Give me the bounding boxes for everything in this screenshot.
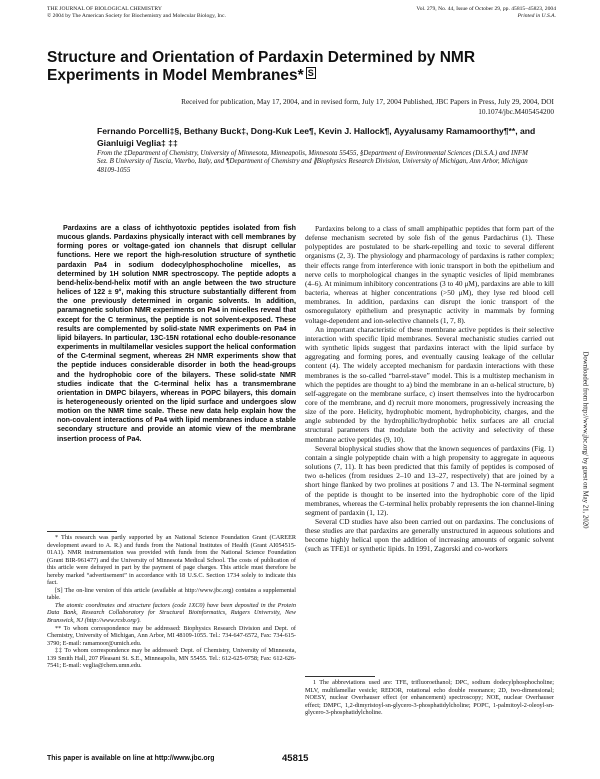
abstract xyxy=(47,224,296,444)
volume-line: Vol. 279, No. 44, Issue of October 29, pp. 45815–45823, 2004 xyxy=(416,6,556,12)
download-watermark-text: Downloaded from http://www.jbc.org/ by guest on May 21, 2020 xyxy=(581,351,589,529)
footnote-pdb: The atomic coordinates and structure factors (code 1XC0) have been deposited in the Protein Data Bank, Research Collaboratory for Structural Bioinformatics, Rutgers University, New Brunswick, NJ (http://www.rcsb.org/). xyxy=(47,601,296,625)
intro-paragraph-2: An important characteristic of these membrane active peptides is their selective interaction with specific lipid membranes. Several mechanistic studies carried out with synthetic lipids suggest that pardaxins interact with the lipid surface by aggregating and forming pores, and eventually causing leakage of the cellular content (4). The widely accepted mechanism for pardaxin interactions with these membranes is the so-called “barrel-stave” model. This is a multistep mechanism in which the peptides are thought to a) bind the membrane in an α-helical structure, b) self-aggregate on the membrane surface, c) insert themselves into the hydrocarbon core of the membrane, and d) recruit more monomers, progressively increasing the size of the pore. Helicity, hydrophobic moment, hydrophobicity, charges, and the angle subtended by the hydrophilic/hydrophobic helix surfaces are all crucial structural parameters that modulate both the activity and selectivity of these membrane active peptides (9, 10). xyxy=(305,324,554,444)
article-title xyxy=(47,49,517,85)
journal-name: THE JOURNAL OF BIOLOGICAL CHEMISTRY xyxy=(47,6,162,12)
abstract-text: Pardaxins are a class of ichthyotoxic peptides isolated from fish mucous glands. Pardaxins physically interact with cell membranes by forming pores or voltage-gated ion channels that disrupt cellular functions. Here we report the high-resolution structure of synthetic pardaxin Pa4 in sodium dodecylphosphocholine micelles, as determined by 1H solution NMR spectroscopy. The peptide adopts a bend-helix-bend-helix motif with an angle between the two structure helices of 122 ± 9°, making this structure substantially different from the one previously determined in organic solvents. In addition, paramagnetic solution NMR experiments on Pa4 in micelles reveal that except for the C terminus, the peptide is not solvent-exposed. These results are complemented by solid-state NMR experiments on Pa4 in lipid bilayers. In particular, 13C-15N rotational echo double-resonance experiments in multilamellar vesicles support the helical conformation of the C-terminal segment, whereas 2H NMR experiments show that the peptide induces considerable disorder in both the head-groups and the hydrophobic core of the bilayers. These solid-state NMR studies indicate that the C-terminal helix has a transmembrane orientation in DMPC bilayers, whereas in POPC bilayers, this domain is heterogeneously oriented on the lipid surface and undergoes slow motion on the NMR time scale. These new data help explain how the non-covalent interactions of Pa4 with lipid membranes induce a stable secondary structure and provide an atomic view of the membrane insertion process of Pa4. xyxy=(57,224,296,443)
footnote-abbreviations: 1 The abbreviations used are: TFE, trifluoroethanol; DPC, sodium dodecylphosphocholine; MLV, multilamellar vesicle; REDOR, rotational echo double resonance; 2D, two-dimensional; NOESY, nuclear Overhauser effect (or enhancement) spectroscopy; NOE, nuclear Overhauser effect; DMPC, 1,2-dimyristoyl-sn-glycero-3-phosphatidylcholine; POPC, 1-palmitoyl-2-oleoyl-sn-glycero-3-phosphatidylcholine. xyxy=(305,679,554,717)
affiliations: From the ‡Department of Chemistry, University of Minnesota, Minneapolis, Minnesota 55455, §Department of Environmental Sciences (Di.S.A.) and INFM Sez. B University of Tuscia, Viterbo, Italy, and ¶Department of Chemistry and ∥Biophysics Research Division, University of Michigan, Ann Arbor, Michigan 48109-1055 xyxy=(97,150,528,174)
footnote-divider-right xyxy=(305,676,375,677)
author-list: Fernando Porcelli‡§, Bethany Buck‡, Dong-Kuk Lee¶, Kevin J. Hallock¶, Ayyalusamy Ramamoorthy¶**, and Gianluigi Veglia‡ ‡‡ xyxy=(97,126,536,148)
supplemental-icon: S xyxy=(307,68,314,78)
left-column xyxy=(47,224,296,444)
copyright-line: © 2004 by The American Society for Biochemistry and Molecular Biology, Inc. xyxy=(47,13,226,19)
footnote-corresp-2: ‡‡ To whom correspondence may be addressed: Dept. of Chemistry, University of Minnesota, 139 Smith Hall, 207 Pleasant St. S.E., Minneapolis, MN 55455. Tel.: 612-625-0758; Fax: 612-626-7541; E-mail: veglia@chem.umn.edu. xyxy=(47,647,296,670)
intro-paragraph-1: Pardaxins belong to a class of small amphipathic peptides that form part of the defense mechanism secreted by sole fish of the genus Pardachirus (1). These polypeptides are postulated to be shark-repelling and toxic to several different organisms (2, 3). The physiology and pharmacology of pardaxins is rather complex; their effects range from interference with ionic transport in both the epithelium and nerve cells to morphological changes in the synaptic vesicles of lipid membranes (4–6). At minimum inhibitory concentrations (3 to 40 μM), pardaxins are able to kill bacteria, whereas at higher concentrations (>50 μM), they lyse red blood cell membranes. In addition, pardaxins can disrupt the ionic transport of the osmoregulatory epithelium and presynaptic activity in mammals by forming voltage-dependent and ion-selective channels (1, 7, 8). xyxy=(305,224,554,325)
page-number: 45815 xyxy=(282,753,309,764)
footnote-right xyxy=(305,679,554,717)
running-header-left xyxy=(47,6,226,20)
download-watermark xyxy=(580,270,590,610)
article-title-text: Structure and Orientation of Pardaxin Determined by NMR Experiments in Model Membranes* xyxy=(47,49,476,84)
footnote-divider-left xyxy=(47,531,117,532)
footnote-funding: * This research was partly supported by an National Science Foundation Grant (CAREER development award to A. R.) and funds from the National Institutes of Health (Grant AI054515-01A1). NMR instrumentation was provided with funds from the National Science Foundation (Grant BIR-961477) and the University of Minnesota Medical School. The costs of publication of this article were defrayed in part by the payment of page charges. This article must therefore be hereby marked “advertisement” in accordance with 18 U.S.C. Section 1734 solely to indicate this fact. xyxy=(47,534,296,587)
running-header-right xyxy=(416,6,556,20)
right-column xyxy=(305,224,554,554)
received-dates: Received for publication, May 17, 2004, and in revised form, July 17, 2004 Published, JBC Papers in Press, July 29, 2004, DOI 10.1074/jbc.M405454200 xyxy=(181,97,554,116)
intro-paragraph-3: Several biophysical studies show that the known sequences of pardaxins (Fig. 1) contain a single polypeptide chain with a high propensity to aggregate in aqueous solutions (7, 11). It has been predicted that this family of peptides is composed of two α-helices (from residues 2–10 and 13–27, respectively) that are joined by a short hinge flanked by two prolines at positions 7 and 13. The N-terminal segment of the peptide is thought to be inserted into the hydrophobic core of the lipid membranes, whereas the C-terminal helix probably represents the ion channel-lining segment of pardaxin (1, 12). xyxy=(305,443,554,517)
intro-paragraph-4: Several CD studies have also been carried out on pardaxins. The conclusions of these studies are that pardaxins are generally unstructured in aqueous solutions and become highly helical upon the addition of increasing amounts of organic solvent (such as TFE)1 or synthetic lipids. In 1991, Zagorski and co-workers xyxy=(305,517,554,554)
footnote-corresp-1: ** To whom correspondence may be addressed: Biophysics Research Division and Dept. of Chemistry, University of Michigan, Ann Arbor, MI 48109-1055. Tel.: 734-647-6572, Fax: 734-615-3790; E-mail: ramamoor@umich.edu. xyxy=(47,624,296,647)
online-availability: This paper is available on line at http://www.jbc.org xyxy=(47,755,215,762)
footnote-supplemental: [S] The on-line version of this article (available at http://www.jbc.org) contains a supplemental table. xyxy=(47,586,296,602)
footnotes-left xyxy=(47,534,296,670)
printed-line: Printed in U.S.A. xyxy=(517,13,556,19)
